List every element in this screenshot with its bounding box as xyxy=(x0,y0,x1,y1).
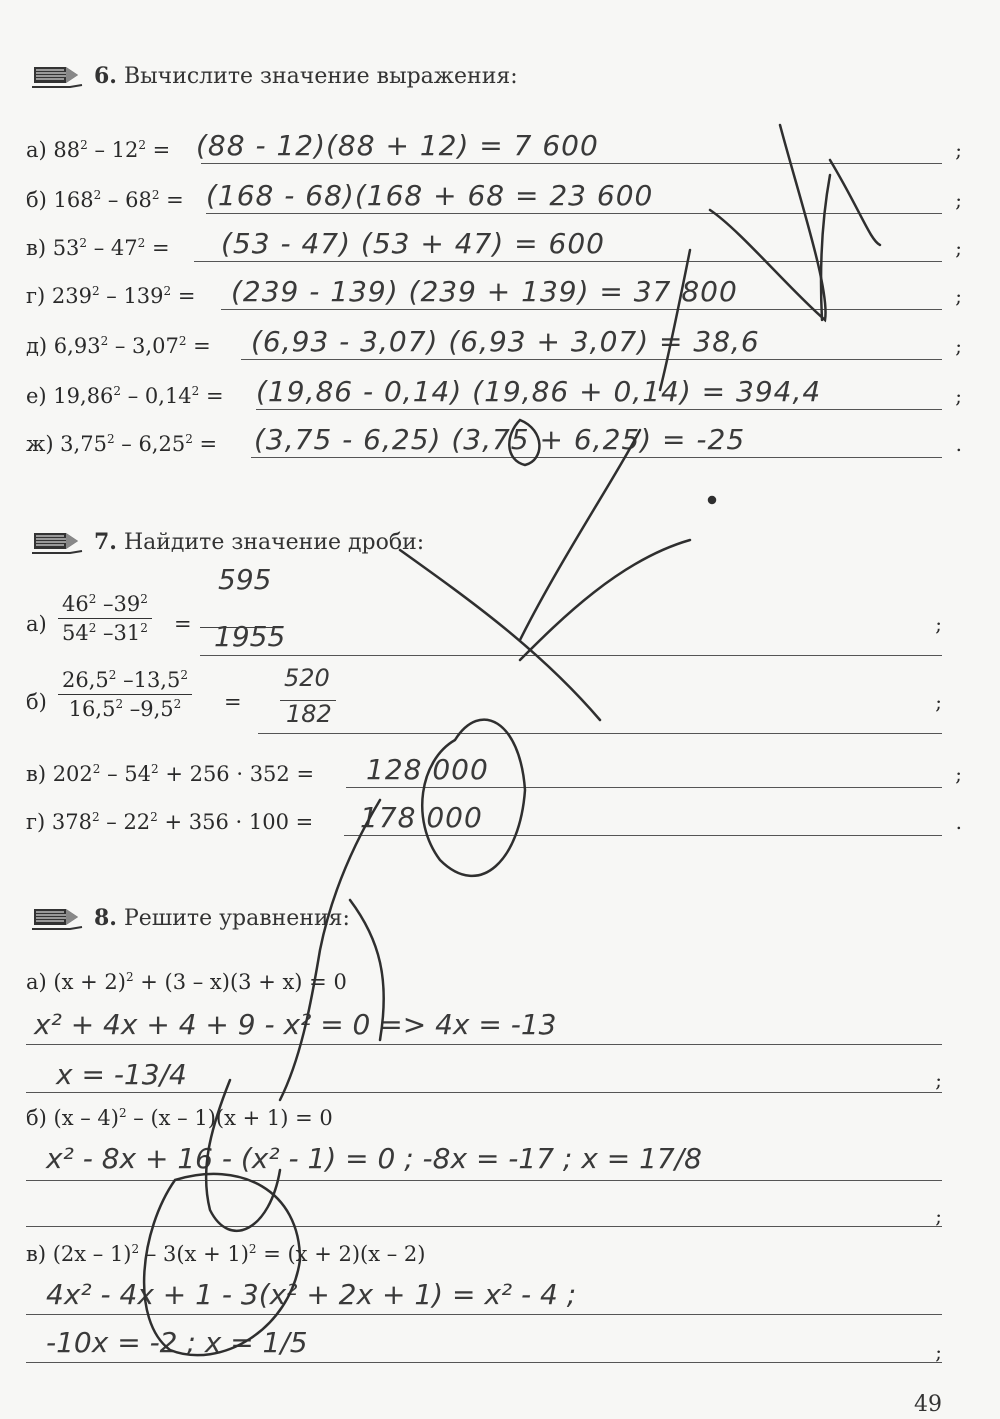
row-label: а) 88 xyxy=(26,138,81,162)
answer-line xyxy=(221,309,942,310)
answer-line xyxy=(251,457,942,458)
answer-line xyxy=(26,1180,942,1181)
answer-line xyxy=(258,733,942,734)
answer-line xyxy=(200,655,942,656)
answer-line xyxy=(241,359,942,360)
handwritten-denominator: 1955 xyxy=(214,620,286,653)
task7-d: г) $378^2 - 22^2 + 356 \cdot 100$ = 178 000 . xyxy=(26,801,962,834)
handwritten-answer: (88 - 12)(88 + 12) = 7 600 xyxy=(196,129,599,162)
task7-title: Найдите значение дроби: xyxy=(123,530,425,555)
task8-header xyxy=(30,898,350,938)
handwritten-answer: 178 000 xyxy=(360,801,483,834)
pencil-icon xyxy=(30,59,86,93)
page-number: 49 xyxy=(914,1392,942,1417)
handwritten-solution-line: x² - 8x + 16 - (x² - 1) = 0 ; -8x = -17 ; x = 17/8 xyxy=(46,1142,702,1175)
answer-line xyxy=(206,213,942,214)
fraction: $\frac{26,5^2 -13,5^2}{16,5^2 -9,5^2}$ xyxy=(58,668,192,721)
task7-c: в) $202^2 - 54^2 + 256 \cdot 352$ = 128 000 ; xyxy=(26,753,962,786)
answer-line xyxy=(194,261,942,262)
handwritten-answer: (19,86 - 0,14) (19,86 + 0,14) = 394,4 xyxy=(256,375,822,408)
task6-header xyxy=(30,56,518,96)
task6-row-f: е) $19,86^2 - 0,14^2$ = (19,86 - 0,14) (19,86 + 0,14) = 394,4 ; xyxy=(26,375,962,408)
answer-line xyxy=(26,1044,942,1045)
handwritten-answer: (53 - 47) (53 + 47) = 600 xyxy=(221,227,605,260)
task6-row-g: ж) $3,75^2 - 6,25^2$ = (3,75 - 6,25) (3,75 + 6,25) = -25 . xyxy=(26,423,962,456)
task6-row-c: в) $53^2 - 47^2$ = (53 - 47) (53 + 47) = 600 ; xyxy=(26,227,962,260)
task8-title: Решите уравнения: xyxy=(123,906,350,931)
task6-number: 6. xyxy=(94,63,117,89)
handwritten-answer: (3,75 - 6,25) (3,75 + 6,25) = -25 xyxy=(254,423,746,456)
answer-line xyxy=(26,1092,942,1093)
handwritten-answer: (168 - 68)(168 + 68 = 23 600 xyxy=(206,179,654,212)
workbook-page: 6. Вычислите значение выражения: а) $88^2 - 12^2$ = (88 - 12)(88 + 12) = 7 600 ; б) $168^2 - 68^2$ = (168 - 68)(168 + 68 = 23 600 ; в) $53^2 - 47^2$ = (53 - 47) (53 + 47) = 600 ; г) $239^2 - 139^2$ = (239 - 139) (239 + 139) = 37 800 ; д) $6,93^2 - 3,07^2$ = (6,93 - 3,07) (6,93 + 3,07) = 38,6 ; е) $19,86^2 - 0,14^2$ = (19,86 - 0,14) (19,86 + 0,14) = 394,4 ; ж) $3,75^2 - 6,25^2$ = (3,75 - 6,25) (3,75 + 6,25) = -25 . 7. Найдите значение дроби: а) $\frac{46^2 -39^2}{54^2 -31^2}$ = 595 1955 ; б) $\frac{26,5^2 -13,5^2}{16,5^2 -9,5^2}$ = 520 182 ; в) $202^2 - 54^2 + 256 \cdot 352$ = 128 000 ; г) $378^2 - 22^2 + 356 \cdot 100$ = 178 000 . 8. Решите уравнения: а) $(x + 2)^2 + (3 - x)(3 + x) = 0$ x² + 4x + 4 + 9 - x² = 0 => 4x = -13 x = -13/4 ; б) (x – 4)$^2$ – (x – 1)(x + 1) = 0 x² - 8x + 16 - (x² - 1) = 0 ; -8x = -17 ; x = 17/8 ; в) $(2x - 1)^2 - 3(x + 1)^2 = (x + 2)(x - 2)$ 4x² - 4x + 1 - 3(x² + 2x + 1) = x² - 4 ; -10x = -2 ; x = 1/5 ; 49 xyxy=(0,0,1000,1419)
handwritten-answer: 128 000 xyxy=(366,753,489,786)
task7-header xyxy=(30,522,424,562)
handwritten-solution-line: 4x² - 4x + 1 - 3(x² + 2x + 1) = x² - 4 ; xyxy=(46,1278,577,1311)
fraction: $\frac{46^2 -39^2}{54^2 -31^2}$ xyxy=(58,592,152,645)
answer-line xyxy=(26,1362,942,1363)
handwritten-numerator: 520 xyxy=(284,664,330,692)
answer-line xyxy=(344,835,942,836)
handwritten-solution-line: x² + 4x + 4 + 9 - x² = 0 => 4x = -13 xyxy=(34,1008,557,1041)
handwritten-denominator: 182 xyxy=(286,700,332,728)
answer-line xyxy=(26,1314,942,1315)
handwritten-solution-line: x = -13/4 xyxy=(56,1058,187,1091)
pencil-icon xyxy=(30,525,86,559)
task6-row-b: б) $168^2 - 68^2$ = (168 - 68)(168 + 68 = 23 600 ; xyxy=(26,179,962,212)
handwritten-answer: (239 - 139) (239 + 139) = 37 800 xyxy=(231,275,738,308)
answer-line xyxy=(346,787,942,788)
task6-title: Вычислите значение выражения: xyxy=(123,64,518,89)
pencil-icon xyxy=(30,901,86,935)
handwritten-numerator: 595 xyxy=(218,563,272,596)
answer-line xyxy=(26,1226,942,1227)
answer-line xyxy=(201,163,942,164)
handwritten-solution-line: -10x = -2 ; x = 1/5 xyxy=(46,1326,308,1359)
task6-row-d: г) $239^2 - 139^2$ = (239 - 139) (239 + 139) = 37 800 ; xyxy=(26,275,962,308)
handwritten-answer: (6,93 - 3,07) (6,93 + 3,07) = 38,6 xyxy=(251,325,760,358)
task6-row-a: а) $88^2 - 12^2$ = (88 - 12)(88 + 12) = 7 600 ; xyxy=(26,129,962,162)
task7-number: 7. xyxy=(94,529,117,555)
task8-number: 8. xyxy=(94,905,117,931)
answer-line xyxy=(256,409,942,410)
task6-row-e: д) $6,93^2 - 3,07^2$ = (6,93 - 3,07) (6,93 + 3,07) = 38,6 ; xyxy=(26,325,962,358)
